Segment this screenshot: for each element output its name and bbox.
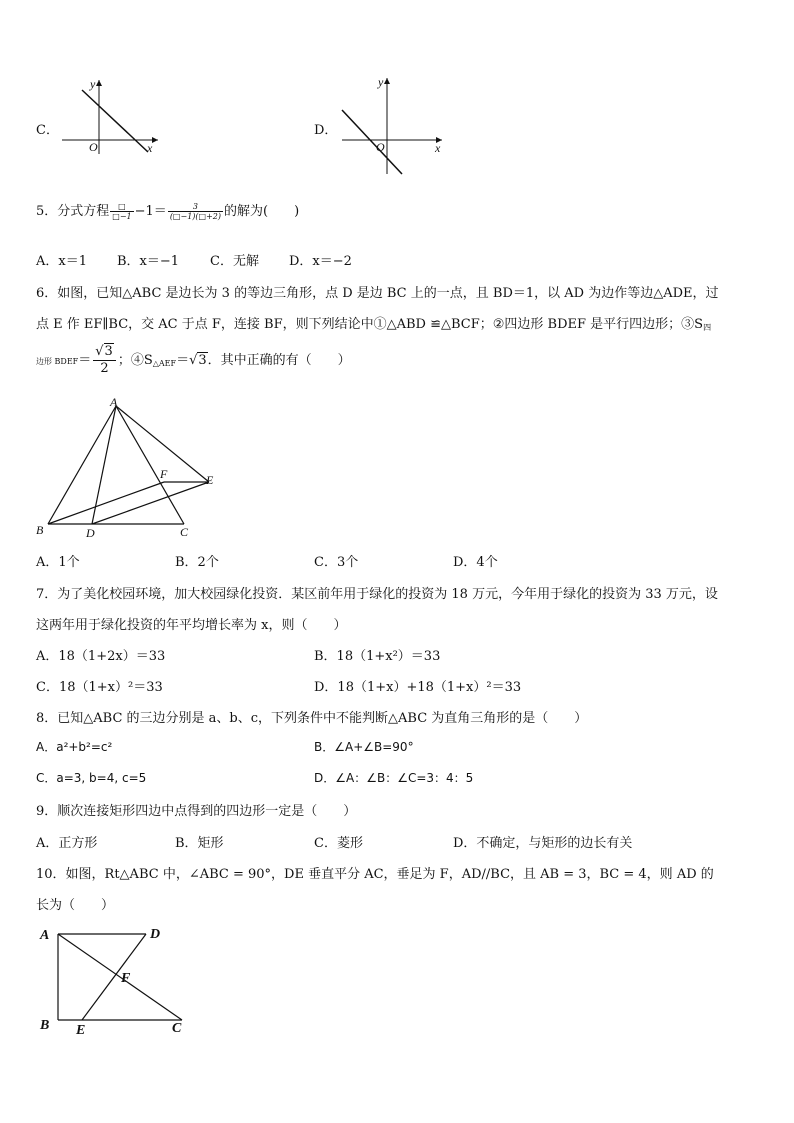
q5-option-b[interactable]: B．x＝−1	[117, 254, 180, 269]
q6-label-a: A	[110, 395, 118, 409]
q10-line-2: 长为（ ）	[36, 898, 115, 913]
q10-figure	[36, 920, 196, 1040]
q6-label-c: C	[180, 525, 189, 539]
q5-frac2-num: 3	[168, 202, 223, 212]
q6-line-3-mid: ；④S	[117, 353, 153, 368]
q6-line-3-end: ．其中正确的有（ ）	[207, 353, 351, 368]
q6-eq-1: ＝	[78, 353, 92, 368]
q4c-x-label: x	[147, 141, 153, 155]
q5-minus-one: −1＝	[134, 204, 167, 219]
q8-option-b[interactable]: B．∠A+∠B=90°	[314, 740, 414, 754]
q6-line-2	[36, 313, 711, 333]
q7-option-b[interactable]: B．18（1+x²）＝33	[314, 649, 441, 664]
q6-eq-2: ＝	[176, 353, 190, 368]
q6-option-b[interactable]: B．2个	[175, 555, 219, 570]
q6-line-3: 边形 BDEF＝ $\frac{√3}{2}$ ；$④S_{\triangle AEF}=√3$．其中正确的有（ ）	[36, 344, 351, 376]
q10-label-d: D	[150, 927, 161, 942]
q10-label-e: E	[76, 1023, 86, 1038]
q5-frac2-den: (□−1)(□+2)	[169, 212, 221, 221]
q6-line-1: 6．如图，已知△ABC 是边长为 3 的等边三角形，点 D 是边 BC 上的一点，且 BD＝1，以 AD 为边作等边△ADE，过	[36, 286, 719, 301]
q5-frac1-num: □	[110, 202, 133, 212]
q6-area-subscript: 边形 BDEF	[36, 357, 79, 366]
q9-option-b[interactable]: B．矩形	[175, 836, 224, 851]
q8-stem: 8．已知△ABC 的三边分别是 a、b、c，下列条件中不能判断△ABC 为直角三角形的是（ ）	[36, 711, 588, 726]
q8-option-d[interactable]: D．∠A：∠B：∠C=3：4：5	[314, 771, 474, 785]
q5-option-a[interactable]: A．x＝1	[36, 254, 87, 269]
q8-option-c[interactable]: C．a=3, b=4, c=5	[36, 771, 147, 785]
q5-option-c[interactable]: C．无解	[210, 254, 259, 269]
q4d-x-label: x	[435, 141, 441, 155]
q5-fraction-2	[168, 202, 223, 221]
q8-option-a[interactable]: A．a²+b²=c²	[36, 740, 113, 754]
q10-label-b: B	[40, 1018, 50, 1033]
q4-option-c-graph	[60, 78, 160, 156]
q6-option-c[interactable]: C．3个	[314, 555, 359, 570]
q4c-origin-label: O	[89, 140, 98, 154]
q7-line-1: 7．为了美化校园环境，加大校园绿化投资．某区前年用于绿化的投资为 18 万元，今年用于绿化的投资为 33 万元，设	[36, 587, 718, 602]
q4d-y-label: y	[378, 75, 384, 89]
q6-sqrt3: 3	[104, 344, 113, 359]
q10-label-f: F	[121, 971, 131, 986]
q9-stem: 9．顺次连接矩形四边中点得到的四边形一定是（ ）	[36, 804, 357, 819]
q6-line-2-text: 点 E 作 EF∥BC，交 AC 于点 F，连接 BF，则下列结论中①△ABD ≌△BCF；②四边形 BDEF 是平行四边形；③S	[36, 317, 704, 332]
q4c-y-label: y	[90, 77, 96, 91]
q10-line-1: 10．如图，Rt△ABC 中，∠ABC = 90°，DE 垂直平分 AC，垂足为 F，AD//BC，且 AB = 3，BC = 4，则 AD 的	[36, 867, 714, 882]
q7-line-2: 这两年用于绿化投资的年平均增长率为 x，则（ ）	[36, 618, 347, 633]
q6-label-e: E	[206, 473, 214, 487]
q5-stem	[36, 200, 299, 221]
q6-label-d: D	[86, 526, 95, 540]
q5-frac1-den: □−1	[112, 212, 132, 221]
q6-fraction-sqrt3-over-2	[93, 344, 116, 377]
q6-line-2-sub: 四	[703, 323, 712, 332]
q5-fraction-1	[110, 202, 133, 221]
q10-label-a: A	[40, 928, 50, 943]
q7-option-d[interactable]: D．18（1+x）+18（1+x）²＝33	[314, 680, 522, 695]
q9-option-d[interactable]: D．不确定，与矩形的边长有关	[453, 836, 633, 851]
q6-sqrt3-b: 3	[198, 353, 207, 368]
q4-option-c-label[interactable]: C．	[36, 123, 59, 138]
q6-option-a[interactable]: A．1个	[36, 555, 80, 570]
q9-option-a[interactable]: A．正方形	[36, 836, 98, 851]
q5-stem-pre: 5．分式方程	[36, 204, 110, 219]
q5-stem-post: 的解为( )	[224, 204, 300, 219]
q5-option-d[interactable]: D．x＝−2	[289, 254, 352, 269]
q9-option-c[interactable]: C．菱形	[314, 836, 363, 851]
q4-option-d-label[interactable]: D．	[314, 123, 338, 138]
q6-frac-num: √3	[93, 344, 116, 361]
q7-option-c[interactable]: C．18（1+x）²＝33	[36, 680, 163, 695]
q10-label-c: C	[172, 1021, 182, 1036]
q6-figure	[34, 395, 224, 542]
q6-option-d[interactable]: D．4个	[453, 555, 498, 570]
q6-label-f: F	[160, 467, 168, 481]
q6-aef-subscript: △AEF	[152, 359, 177, 368]
q6-label-b: B	[36, 523, 44, 537]
q6-frac-den: 2	[100, 361, 109, 376]
q4d-origin-label: O	[376, 140, 385, 154]
q4-option-d-graph	[340, 76, 444, 176]
q7-option-a[interactable]: A．18（1+2x）＝33	[36, 649, 166, 664]
